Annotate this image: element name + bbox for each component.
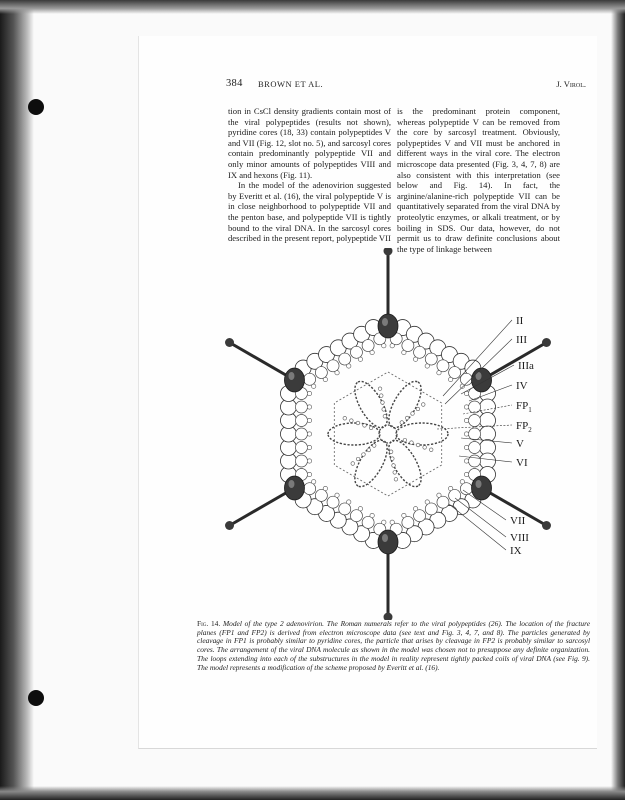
polypeptide-bead	[382, 344, 386, 348]
core-protein-bead	[343, 416, 347, 420]
dna-loop	[382, 435, 427, 491]
core-protein-bead	[391, 457, 395, 461]
polypeptide-bead	[464, 445, 468, 449]
polypeptide-bead	[460, 384, 464, 388]
figure-caption	[197, 620, 590, 672]
polypeptide-bead	[347, 500, 351, 504]
polypeptide-bead	[425, 500, 429, 504]
polypeptide-bead	[307, 445, 311, 449]
polypeptide-bead	[464, 418, 468, 422]
paragraph: tion in CsCl density gradients contain most of the viral polypeptides (results not shown), pyridine cores (18, 33) contain polypeptides V and VII (Fig. 12, slot no. 5), and sarcosyl cores contain predominantly polypeptide VII and only minor amounts of polypeptides VIII and IX and hexons (Fig. 11).	[228, 106, 391, 180]
polypeptide-bead	[437, 493, 441, 497]
core-protein-bead	[421, 403, 425, 407]
polypeptide-bead	[390, 520, 394, 524]
polypeptide-bead	[311, 384, 315, 388]
text-column-left	[228, 106, 391, 244]
hexon-inner	[437, 496, 449, 508]
hexon-inner	[295, 428, 307, 440]
core-protein-bead	[362, 453, 366, 457]
core-protein-bead	[378, 387, 382, 391]
scan-border-left	[0, 0, 34, 800]
penton-base	[378, 530, 398, 554]
polypeptide-label: VII	[510, 515, 526, 527]
polypeptide-bead	[464, 459, 468, 463]
polypeptide-label: $FP_1$	[516, 400, 532, 414]
adenovirion-diagram	[223, 248, 575, 620]
dna-loop	[348, 377, 393, 433]
penton-base	[472, 476, 492, 500]
polypeptide-label: VI	[516, 457, 528, 469]
core-protein-bead	[389, 450, 393, 454]
penton-highlight	[476, 480, 482, 488]
penton-highlight	[382, 318, 388, 326]
core-protein-bead	[394, 478, 398, 482]
fiber-knob	[225, 521, 234, 530]
core-protein-bead	[372, 444, 376, 448]
penton-base	[284, 476, 304, 500]
penton-base	[472, 368, 492, 392]
viral-core	[328, 372, 448, 496]
core-protein-bead	[429, 448, 433, 452]
polypeptide-bead	[382, 520, 386, 524]
core-protein-bead	[369, 426, 373, 430]
hexon-inner	[460, 483, 472, 495]
core-protein-bead	[379, 394, 383, 398]
penton-bases	[284, 314, 491, 554]
core-protein-bead	[405, 416, 409, 420]
polypeptide-bead	[307, 391, 311, 395]
polypeptide-label: II	[516, 315, 524, 327]
paragraph: In the model of the adenovirion suggested by Everitt et al. (16), the viral polypeptide V is in close neighborhood to polypeptide VII and the penton base, and polypeptide VII is tightly bound to the viral DNA. In the sarcosyl cores described in the present report, polypeptide VII	[228, 180, 391, 244]
penton-fibers	[225, 248, 551, 620]
polypeptide-label: V	[516, 438, 524, 450]
core-protein-bead	[367, 448, 371, 452]
penton-highlight	[288, 480, 294, 488]
penton-highlight	[382, 534, 388, 542]
polypeptide-bead	[464, 472, 468, 476]
polypeptide-bead	[307, 459, 311, 463]
core-protein-bead	[363, 424, 367, 428]
paragraph: is the predominant protein component, whereas polypeptide V can be removed from the core by sarcosyl treatment. Obviously, polypeptides V and VII must be anchored in different ways in the viral core. The electron microscope data presented (Fig. 3, 4, 7, 8) are also consistent with this interpretation (see below and Fig. 14). In fact, the arginine/alanine-rich polypeptide VII can be quantitatively separated from the viral DNA by proteolytic enzymes, or alkali treatment, or by boiling in SDS. Our data, however, do not permit us to draw definite conclusions about the type of linkage between	[397, 106, 560, 254]
hexon-inner	[362, 340, 374, 352]
polypeptide-bead	[390, 344, 394, 348]
core-protein-bead	[416, 407, 420, 411]
scan-border-top	[0, 0, 625, 14]
caption-text: Model of the type 2 adenovirion. The Roman numerals refer to the viral polypeptides (26). The location of the fracture planes (FP1 and FP2) is derived from electron microscope data (see text and Fig. 3, 4, 7, and 8). The particles generated by cleavage in FP1 is probably similar to pyridine cores, the particle that arises by cleavage in FP2 is probably similar to sarcosyl cores. The arrangement of the viral DNA molecule as shown in the model was chosen not to presuppose any definite organization. The loops extending into each of the substructures in the model in reality represent tightly packed coils of viral DNA (see Fig. 9). The model represents a modification of the scheme proposed by Everitt et al. (16).	[197, 619, 591, 672]
hexon-inner	[327, 496, 339, 508]
polypeptide-label: IV	[516, 380, 528, 392]
hexon-inner	[350, 510, 362, 522]
hexon-inner	[449, 367, 461, 379]
polypeptide-bead	[413, 507, 417, 511]
hexon-inner	[362, 516, 374, 528]
polypeptide-label: VIII	[510, 532, 529, 544]
binder-hole-bottom	[28, 690, 44, 706]
fiber-knob	[542, 338, 551, 347]
polypeptide-bead	[358, 357, 362, 361]
hexon-inner	[414, 346, 426, 358]
core-protein-bead	[351, 462, 355, 466]
polypeptide-label: $FP_2$	[516, 420, 532, 434]
core-protein-bead	[393, 471, 397, 475]
polypeptide-bead	[307, 418, 311, 422]
polypeptide-label: IX	[510, 545, 522, 557]
polypeptide-bead	[413, 357, 417, 361]
core-protein-bead	[356, 421, 360, 425]
polypeptide-label: III	[516, 334, 527, 346]
hexon-inner	[469, 455, 481, 467]
penton-base	[284, 368, 304, 392]
polypeptide-bead	[464, 405, 468, 409]
core-boundary	[334, 372, 441, 496]
penton-highlight	[288, 372, 294, 380]
text-column-right	[397, 106, 560, 254]
polypeptide-bead	[311, 480, 315, 484]
core-protein-bead	[423, 446, 427, 450]
running-head	[226, 78, 588, 94]
core-protein-bead	[382, 408, 386, 412]
polypeptide-bead	[323, 377, 327, 381]
hexon-inner	[339, 503, 351, 515]
adenovirion-model-figure	[223, 248, 575, 620]
core-protein-bead	[383, 414, 387, 418]
hexon-inner	[327, 360, 339, 372]
polypeptide-label: IIIa	[518, 360, 534, 372]
leader-line	[455, 498, 506, 537]
hexon-inner	[350, 346, 362, 358]
scan-border-bottom	[0, 786, 625, 800]
polypeptide-bead	[370, 513, 374, 517]
capsid-shell	[280, 320, 495, 549]
fiber-knob	[225, 338, 234, 347]
polypeptide-bead	[347, 364, 351, 368]
binder-hole-top	[28, 99, 44, 115]
polypeptide-bead	[335, 371, 339, 375]
hexon-inner	[437, 360, 449, 372]
hexon-inner	[402, 516, 414, 528]
polypeptide-bead	[448, 377, 452, 381]
hexon-inner	[315, 367, 327, 379]
scan-border-right	[611, 0, 625, 800]
polypeptide-bead	[437, 371, 441, 375]
hexon-inner	[295, 442, 307, 454]
hexon-inner	[295, 401, 307, 413]
hexon-inner	[295, 455, 307, 467]
polypeptide-bead	[402, 513, 406, 517]
polypeptide-bead	[335, 493, 339, 497]
page-number: 384	[226, 78, 243, 89]
core-protein-bead	[350, 419, 354, 423]
hexon-inner	[414, 510, 426, 522]
core-protein-bead	[411, 412, 415, 416]
author-line: BROWN ET AL.	[258, 79, 324, 89]
hexon-inner	[339, 353, 351, 365]
hexon-inner	[469, 415, 481, 427]
hexon-inner	[469, 442, 481, 454]
dna-loop	[382, 377, 427, 433]
hexon-inner	[304, 373, 316, 385]
polypeptide-bead	[425, 364, 429, 368]
hexon-inner	[304, 483, 316, 495]
polypeptide-bead	[370, 350, 374, 354]
hexon-inner	[449, 489, 461, 501]
polypeptide-bead	[402, 350, 406, 354]
dna-center-coil	[379, 425, 397, 443]
fiber-knob	[542, 521, 551, 530]
polypeptide-bead	[460, 480, 464, 484]
core-protein-bead	[356, 457, 360, 461]
core-protein-bead	[403, 438, 407, 442]
hexon-inner	[425, 353, 437, 365]
polypeptide-bead	[448, 486, 452, 490]
hexon-inner	[469, 428, 481, 440]
core-protein-bead	[416, 443, 420, 447]
penton-base	[378, 314, 398, 338]
fiber-knob	[384, 248, 393, 256]
journal-name: J. Virol.	[556, 79, 586, 89]
core-protein-bead	[381, 401, 385, 405]
polypeptide-bead	[307, 472, 311, 476]
leader-line	[449, 504, 506, 550]
hexon-inner	[402, 340, 414, 352]
polypeptide-bead	[358, 507, 362, 511]
polypeptide-bead	[464, 432, 468, 436]
hexon-inner	[425, 503, 437, 515]
figure-label: Fig. 14.	[197, 619, 221, 628]
hexon-inner	[315, 489, 327, 501]
core-protein-bead	[400, 421, 404, 425]
hexon-inner	[295, 415, 307, 427]
polypeptide-bead	[323, 486, 327, 490]
core-protein-bead	[410, 441, 414, 445]
core-protein-bead	[392, 464, 396, 468]
polypeptide-bead	[307, 405, 311, 409]
polypeptide-bead	[307, 432, 311, 436]
dna-loop	[348, 435, 393, 491]
